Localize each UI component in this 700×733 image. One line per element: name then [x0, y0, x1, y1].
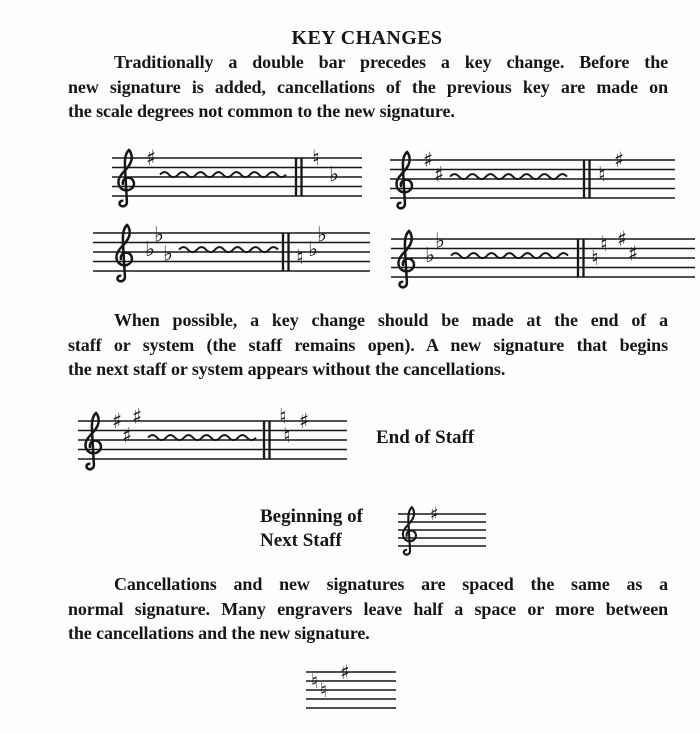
paragraph-line: staff or system (the staff remains open). A new signature that begins	[68, 334, 668, 355]
flat-icon: ♭	[329, 161, 339, 186]
staff-svg	[78, 403, 347, 477]
sharp-icon: ♯	[617, 227, 628, 252]
paragraph-line: the next staff or system appears without the cancellations.	[68, 359, 506, 379]
natural-icon: ♮	[279, 404, 287, 429]
music-example-three-flats-to-two-flats	[93, 215, 370, 289]
flat-icon: ♭	[154, 222, 164, 247]
sharp-icon: ♯	[434, 162, 445, 187]
sharp-icon: ♯	[122, 423, 133, 448]
sharp-icon: ♯	[430, 504, 439, 526]
natural-icon: ♮	[311, 668, 319, 693]
staff-svg	[390, 142, 675, 216]
sharp-icon: ♯	[614, 148, 625, 173]
sharp-icon: ♯	[299, 409, 310, 434]
paragraph-line: new signature is added, cancellations of the previous key are made on	[68, 76, 668, 97]
sharp-icon: ♯	[132, 404, 143, 429]
flat-icon: ♭	[425, 242, 435, 267]
caption-line: Beginning of	[260, 506, 363, 527]
natural-icon: ♮	[598, 162, 606, 187]
paragraph-1	[68, 50, 668, 124]
staff-svg	[391, 221, 695, 295]
staff-svg	[398, 496, 486, 558]
paragraph-3	[68, 572, 668, 646]
music-example-end-of-staff	[78, 403, 347, 477]
paragraph-line: Traditionally a double bar precedes a key change. Before the	[114, 52, 668, 72]
natural-icon: ♮	[591, 246, 599, 271]
beginning-of-next-staff-caption	[260, 505, 363, 553]
flat-icon: ♭	[317, 222, 327, 247]
sharp-icon: ♯	[340, 659, 350, 684]
flat-icon: ♭	[435, 228, 445, 253]
sharp-icon: ♯	[146, 146, 157, 171]
sharp-icon: ♯	[423, 148, 434, 173]
natural-icon: ♮	[320, 677, 328, 702]
sharp-icon: ♯	[628, 241, 639, 266]
sharp-icon: ♯	[112, 409, 123, 434]
caption-line: Next Staff	[260, 530, 342, 551]
music-example-sharp-to-flat	[112, 140, 362, 214]
paragraph-line: Cancellations and new signatures are spaced the same as a	[114, 574, 668, 594]
paragraph-line: normal signature. Many engravers leave half a space or more between	[68, 598, 668, 619]
paragraph-2	[68, 308, 668, 382]
staff-svg	[93, 215, 370, 289]
natural-icon: ♮	[600, 231, 608, 256]
paragraph-line: the cancellations and the new signature.	[68, 623, 370, 643]
staff-svg	[306, 654, 396, 710]
page-title: KEY CHANGES	[291, 27, 443, 50]
music-example-two-flats-to-two-sharps	[391, 221, 695, 295]
continuation-wavy-line	[179, 247, 278, 252]
paragraph-line: When possible, a key change should be made at the end of a	[114, 310, 668, 330]
paragraph-line: the scale degrees not common to the new signature.	[68, 101, 455, 121]
natural-icon: ♮	[296, 244, 304, 269]
flat-icon: ♭	[163, 241, 173, 266]
music-example-beginning-of-next-staff	[398, 496, 486, 558]
flat-icon: ♭	[145, 236, 155, 261]
natural-icon: ♮	[283, 423, 291, 448]
staff-svg	[112, 140, 362, 214]
end-of-staff-caption: End of Staff	[376, 427, 475, 448]
natural-icon: ♮	[312, 146, 320, 171]
flat-icon: ♭	[308, 236, 318, 261]
music-example-cancellation-spacing	[306, 654, 396, 710]
music-example-two-sharps-to-one-sharp	[390, 142, 675, 216]
